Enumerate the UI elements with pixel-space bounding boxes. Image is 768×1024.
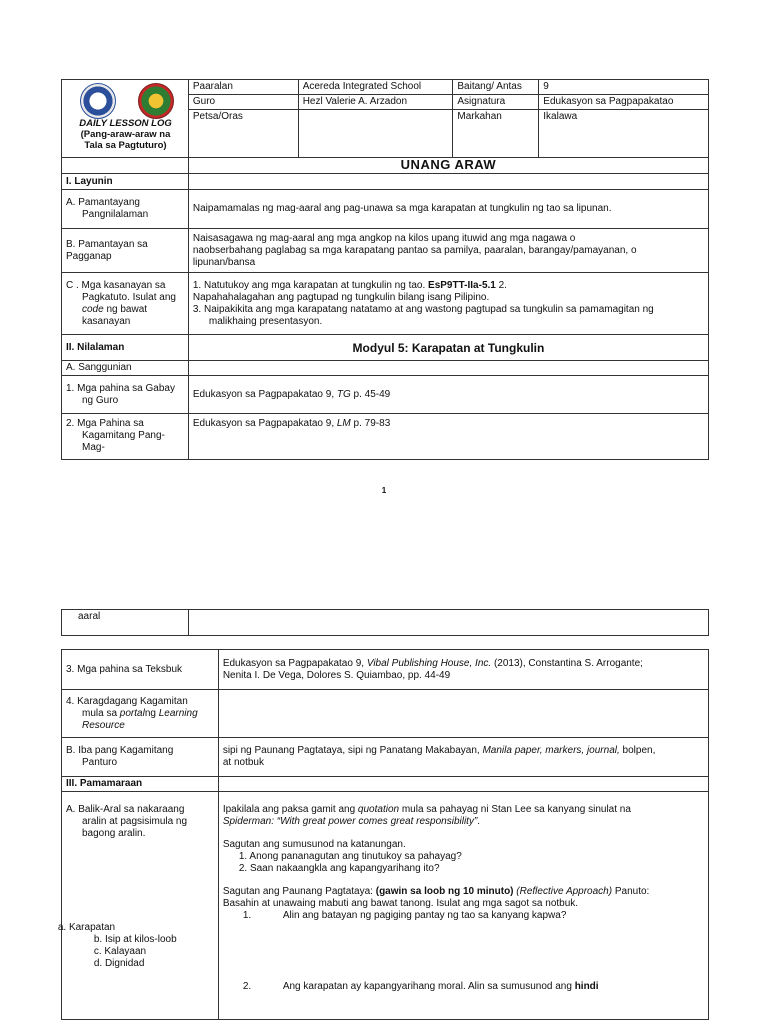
value-markahan: Ikalawa: [539, 110, 709, 158]
module-title: Modyul 5: Karapatan at Tungkulin: [188, 335, 708, 361]
dll-subtitle: (Pang-araw-araw na: [80, 129, 171, 140]
option-c: c. Kalayaan: [93, 946, 147, 957]
day-heading: UNANG ARAW: [188, 158, 708, 174]
kagamitan-text: Edukasyon sa Pagpapakatao 9, LM p. 79-83: [188, 414, 708, 460]
balik-aral-text: Ipakilala ang paksa gamit ang quotation mula sa pahayag ni Stan Lee sa kanyang sinulat na Spiderman: “With great power comes great responsibility”. Sagutan ang sumusunod na katanungan. 1. Anong pananagutan ang tinutukoy sa pahayag? 2. Saan nakaangkla ang kapangyarihang ito? Sagutan ang Paunang Pagtataya: (gawin sa loob ng 10 minuto) (Reflective Approach) Panuto: Basahin at unawaing mabuti ang bawat tanong. Isulat ang mga sagot sa notbuk. 1. Alin ang batayan ng pagiging pantay ng tao sa kanyang kapwa? a. Karapatan b. Isip at kilos-loob c. Kalayaan d. Dignidad 2. Ang karapatan ay kapangyarihang moral. Alin sa sumusunod ang hindi: [218, 792, 708, 1020]
layunin-a-label: A. Pamantayang Pangnilalaman: [62, 190, 189, 229]
pamamaraan-heading: III. Pamamaraan: [62, 777, 219, 792]
karagdagan-label: 4. Karagdagang Kagamitan mula sa portalng Learning Resource: [62, 690, 219, 738]
option-a: a. Karapatan: [57, 922, 116, 933]
option-d: d. Dignidad: [93, 958, 145, 969]
label-asignatura: Asignatura: [453, 95, 539, 110]
sanggunian-label: A. Sanggunian: [62, 361, 189, 376]
kagamitan-label: 2. Mga Pahina sa Kagamitang Pang- Mag-: [62, 414, 189, 460]
value-asignatura: Edukasyon sa Pagpapakatao: [539, 95, 709, 110]
lesson-log-table-page2: [57, 649, 709, 1020]
value-paaralan: Acereda Integrated School: [298, 80, 453, 95]
label-markahan: Markahan: [453, 110, 539, 158]
layunin-heading: I. Layunin: [62, 174, 189, 190]
option-b: b. Isip at kilos-loob: [93, 934, 177, 945]
label-paaralan: Paaralan: [188, 80, 298, 95]
value-guro: Hezl Valerie A. Arzadon: [298, 95, 453, 110]
deped-seal-icon: [80, 83, 116, 119]
gabay-text: Edukasyon sa Pagpapakatao 9, TG p. 45-49: [188, 376, 708, 414]
lesson-log-table-page1: [61, 79, 709, 460]
lesson-log-table-cont: [61, 609, 709, 636]
gabay-label: 1. Mga pahina sa Gabay ng Guro: [62, 376, 189, 414]
iba-text: sipi ng Paunang Pagtataya, sipi ng Panatang Makabayan, Manila paper, markers, journal, bolpen, at notbuk: [218, 738, 708, 777]
balik-aral-label: A. Balik-Aral sa nakaraang aralin at pagsisimula ng bagong aralin.: [62, 792, 219, 1020]
layunin-c-text: 1. Natutukoy ang mga karapatan at tungkulin ng tao. EsP9TT-IIa-5.1 2. Napahahalagahan ang pagtupad ng tungkulin bilang isang Pilipino. 3. Naipakikita ang mga karapatang natatamo at ang wastong pagtupad sa tungkulin sa pamamagitan ng malikhaing presentasyon.: [188, 273, 708, 335]
school-seal-icon: [138, 83, 174, 119]
dll-subtitle-2: Tala sa Pagtuturo): [84, 140, 167, 151]
nilalaman-heading: II. Nilalaman: [62, 335, 189, 361]
aaral-cont: aaral: [62, 610, 189, 636]
layunin-b-label: B. Pamantayan sa Pagganap: [62, 229, 189, 273]
iba-label: B. Iba pang Kagamitang Panturo: [62, 738, 219, 777]
layunin-a-text: Naipamamalas ng mag-aaral ang pag-unawa sa mga karapatan at tungkulin ng tao sa lipunan.: [188, 190, 708, 229]
page-number: 1: [381, 486, 387, 495]
label-baitang: Baitang/ Antas: [453, 80, 539, 95]
teksbuk-label: 3. Mga pahina sa Teksbuk: [62, 650, 219, 690]
label-guro: Guro: [188, 95, 298, 110]
layunin-b-text: Naisasagawa ng mag-aaral ang mga angkop na kilos upang ituwid ang mga nagawa o naobserbahang paglabag sa mga karapatang pantao sa pamilya, paaralan, barangay/pamayanan, o lipunan/bansa: [188, 229, 708, 273]
dll-title: DAILY LESSON LOG: [79, 118, 172, 129]
label-petsa: Petsa/Oras: [188, 110, 298, 158]
teksbuk-text: Edukasyon sa Pagpapakatao 9, Vibal Publishing House, Inc. (2013), Constantina S. Arrogante; Nenita I. De Vega, Dolores S. Quiambao, pp. 44-49: [218, 650, 708, 690]
header-logo-cell: [62, 80, 189, 158]
value-petsa: [298, 110, 453, 158]
value-baitang: 9: [539, 80, 709, 95]
layunin-c-label: C . Mga kasanayan sa Pagkatuto. Isulat ang code ng bawat kasanayan: [62, 273, 189, 335]
